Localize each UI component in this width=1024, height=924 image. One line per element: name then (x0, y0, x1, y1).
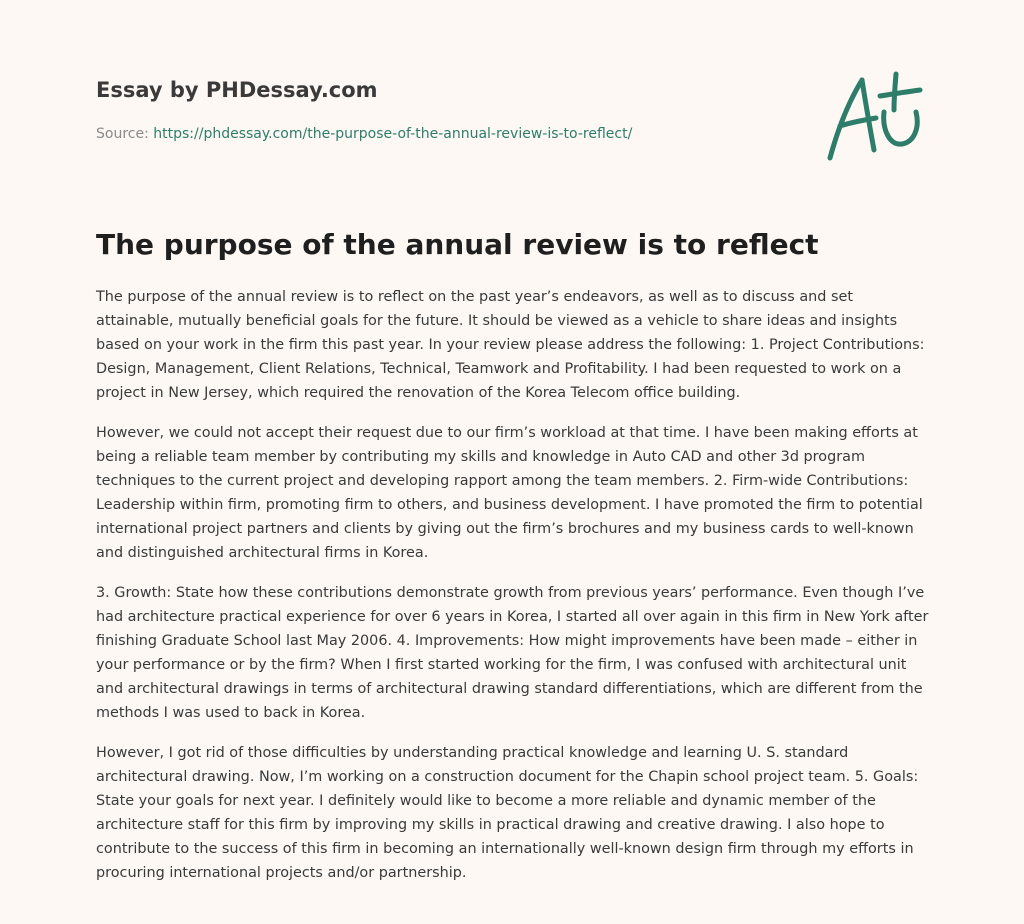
paragraph: However, I got rid of those difficulties by understanding practical knowledge and learning U. S. standard architectural drawing. Now, I’m working on a construction document for the Chapin school project team. 5. Goals: State your goals for next year. I definitely would like to become a more reliable and dynamic member of the architecture staff for this firm by improving my skills in practical drawing and creative drawing. I also hope to contribute to the success of this firm in becoming an internationally well-known design firm through my efforts in procuring international projects and/or partnership. (96, 745, 919, 881)
article-body (96, 285, 934, 901)
site-title: Essay by PHDessay.com (96, 78, 378, 102)
page-header (96, 76, 796, 144)
paragraph: However, we could not accept their request due to our firm’s workload at that time. I have been making efforts at being a reliable team member by contributing my skills and knowledge in Auto CAD and other 3d program techniques to the current project and developing rapport among the team members. 2. Firm-wide Contributions: Leadership within firm, promoting firm to others, and business development. I have promoted the firm to potential international project partners and clients by giving out the firm’s brochures and my business cards to well-known and distinguished architectural firms in Korea. (96, 425, 923, 561)
source-link[interactable]: https://phdessay.com/the-purpose-of-the-annual-review-is-to-reflect/ (153, 126, 633, 142)
paragraph: 3. Growth: State how these contributions demonstrate growth from previous years’ performance. Even though I’ve had architecture practical experience for over 6 years in Korea, I started all over again in this firm in New York after finishing Graduate School last May 2006. 4. Improvements: How might improvements have been made – either in your performance or by the firm? When I first started working for the firm, I was confused with architectural unit and architectural drawings in terms of architectural drawing standard differentiations, which are different from the methods I was used to back in Korea. (96, 585, 929, 721)
source-line (96, 124, 796, 144)
a-plus-logo-icon (822, 66, 932, 166)
paragraph: The purpose of the annual review is to reflect on the past year’s endeavors, as well as to discuss and set attainable, mutually beneficial goals for the future. It should be viewed as a vehicle to share ideas and insights based on your work in the firm this past year. In your review please address the following: 1. Project Contributions: Design, Management, Client Relations, Technical, Teamwork and Profitability. I had been requested to work on a project in New Jersey, which required the renovation of the Korea Telecom office building. (96, 289, 925, 401)
source-label: Source: (96, 126, 149, 142)
article-title: The purpose of the annual review is to reflect (96, 228, 819, 261)
